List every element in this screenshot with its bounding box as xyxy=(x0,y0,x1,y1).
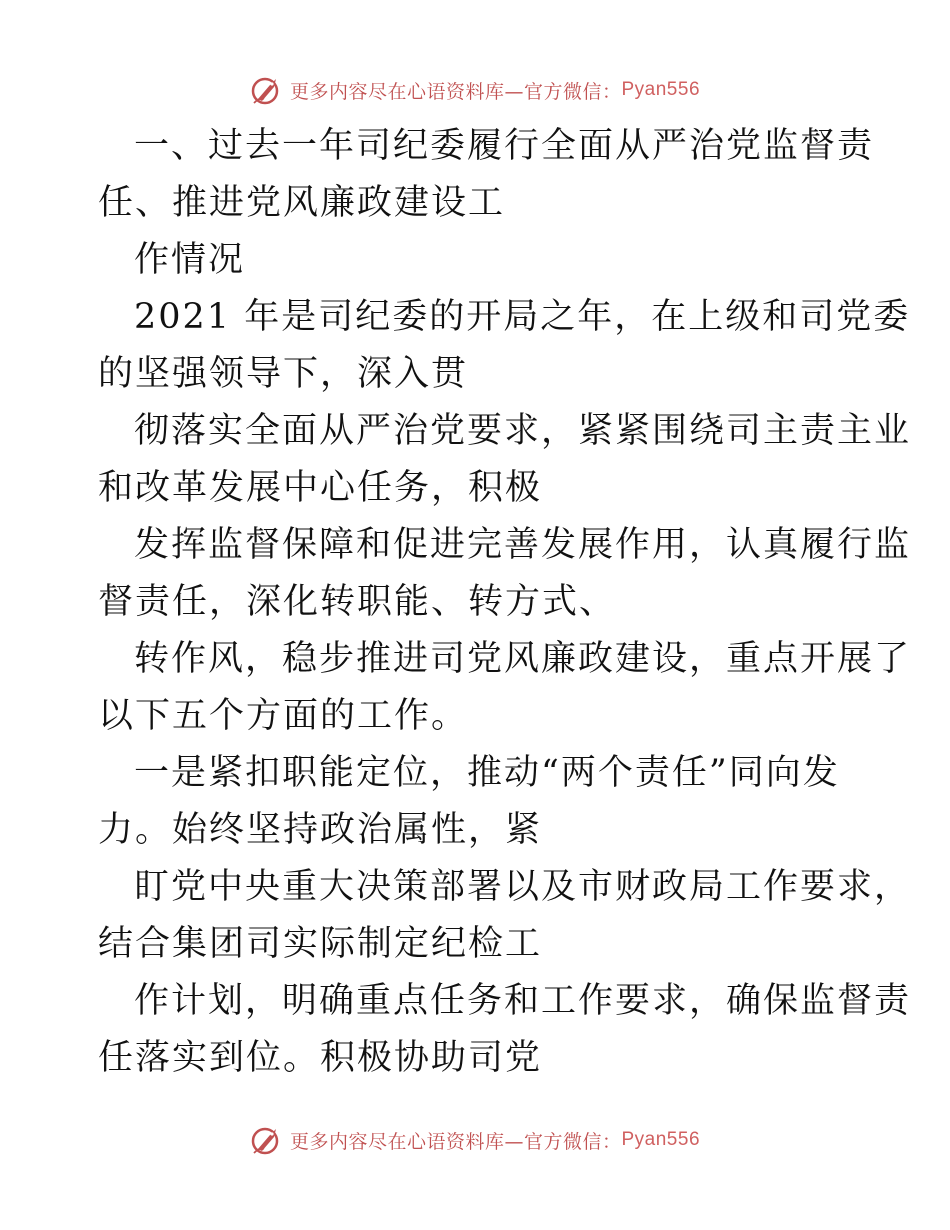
body-line: 作情况 xyxy=(134,240,246,280)
body-line: 一、过去一年司纪委履行全面从严治党监督责 xyxy=(134,126,875,166)
body-line: 转作风，稳步推进司党风廉政建设，重点开展了 xyxy=(134,639,912,679)
body-line: 盯党中央重大决策部署以及市财政局工作要求， xyxy=(134,867,912,907)
body-line: 作计划，明确重点任务和工作要求，确保监督责 xyxy=(134,981,912,1021)
footer-banner-text: 更多内容尽在心语资料库—官方微信： xyxy=(289,1130,622,1153)
document-body xyxy=(98,118,912,1087)
body-line: 彻落实全面从严治党要求，紧紧围绕司主责主业 xyxy=(134,411,912,451)
footer-banner xyxy=(0,1120,950,1160)
body-line: 2021 年是司纪委的开局之年，在上级和司党委 xyxy=(134,297,911,337)
footer-banner-contact: Pyan556 xyxy=(621,1129,701,1150)
body-line: 力。始终坚持政治属性，紧 xyxy=(98,810,543,850)
body-line: 任、推进党风廉政建设工 xyxy=(98,183,506,223)
body-line: 发挥监督保障和促进完善发展作用，认真履行监 xyxy=(134,525,912,565)
body-line: 和改革发展中心任务，积极 xyxy=(98,468,543,508)
header-banner-text: 更多内容尽在心语资料库—官方微信： xyxy=(289,80,622,103)
header-banner xyxy=(0,70,950,110)
body-line: 督责任，深化转职能、转方式、 xyxy=(98,582,617,622)
body-line: 一是紧扣职能定位，推动“两个责任”同向发 xyxy=(134,753,840,793)
body-line: 以下五个方面的工作。 xyxy=(98,696,469,736)
pen-nib-logo-icon xyxy=(250,1123,284,1157)
header-banner-contact: Pyan556 xyxy=(621,79,701,100)
pen-nib-logo-icon xyxy=(250,73,284,107)
body-line: 的坚强领导下，深入贯 xyxy=(98,354,469,394)
body-line: 任落实到位。积极协助司党 xyxy=(98,1038,543,1078)
body-line: 结合集团司实际制定纪检工 xyxy=(98,924,543,964)
